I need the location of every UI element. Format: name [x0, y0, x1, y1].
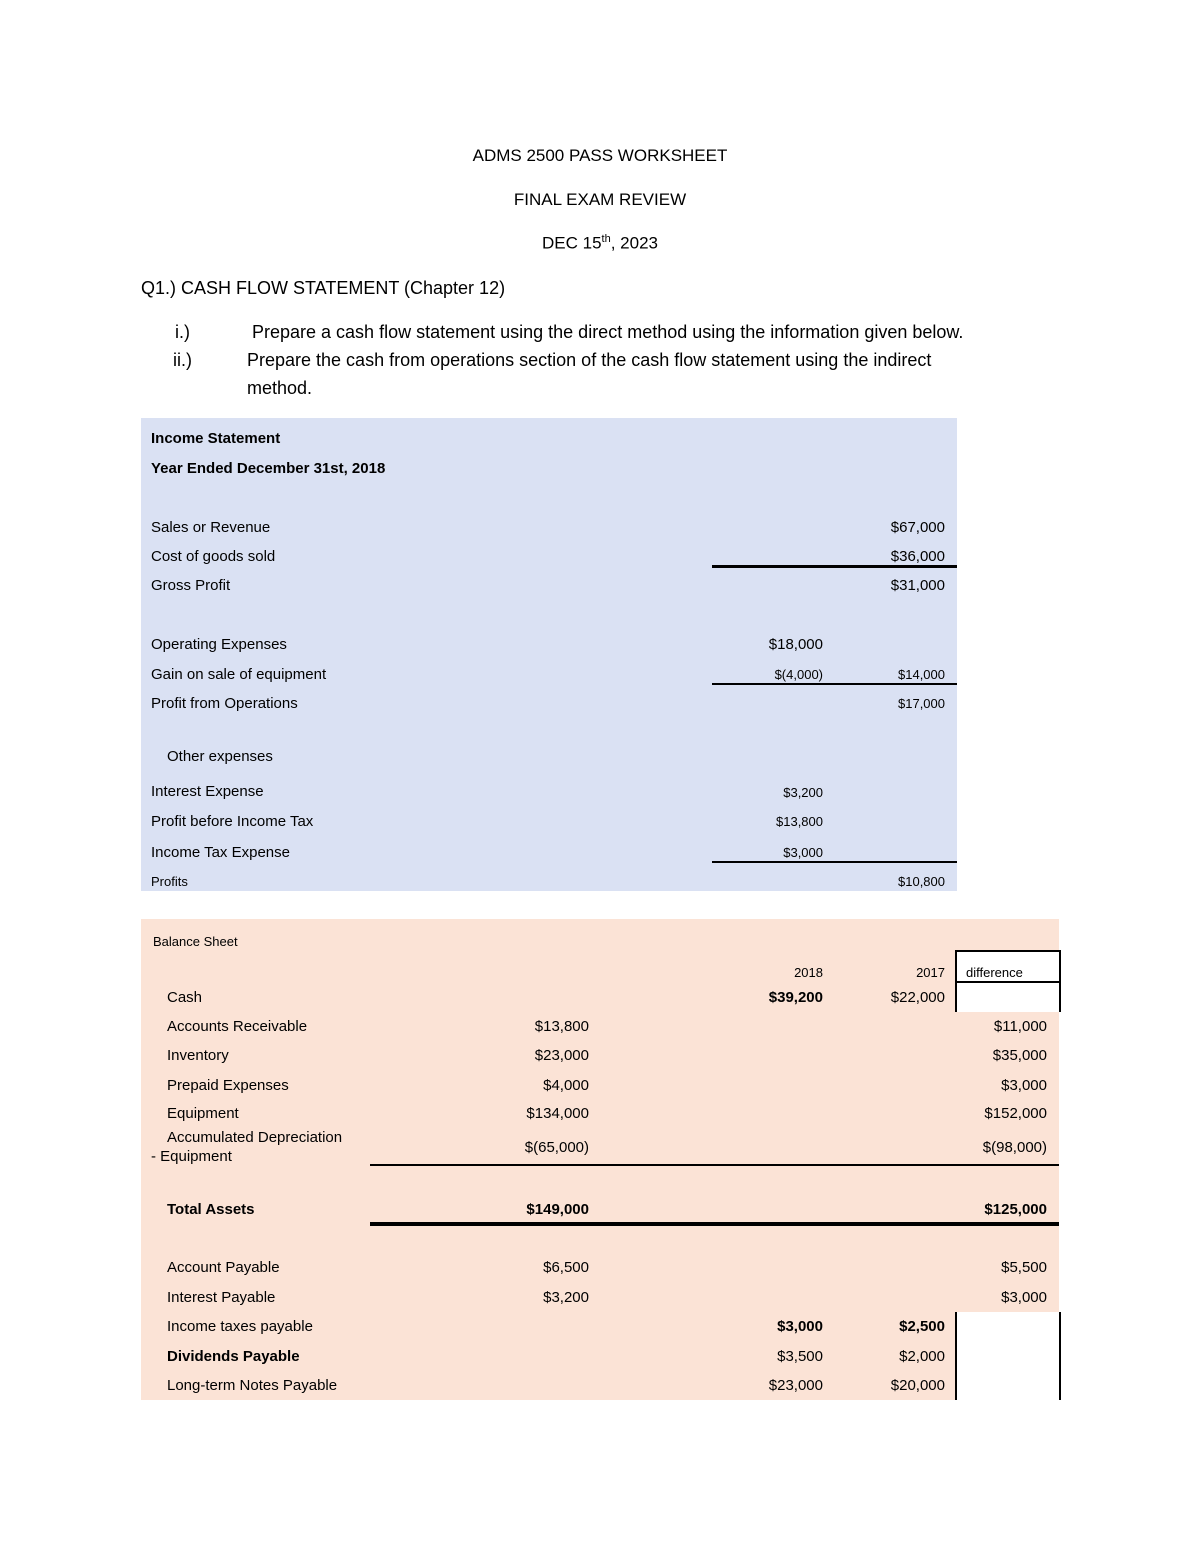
bs-row-value: $3,200 — [543, 1289, 589, 1306]
is-row-label: Gross Profit — [151, 577, 231, 594]
is-row-value: $10,800 — [898, 874, 945, 889]
bs-row-value: $11,000 — [993, 1018, 1047, 1035]
date-superscript: th — [601, 233, 611, 245]
column-header-difference: difference — [966, 965, 1023, 980]
item-number-2: ii.) — [173, 350, 192, 370]
bs-row-label: Account Payable — [167, 1259, 280, 1276]
bs-row-value: $5,500 — [1001, 1259, 1047, 1276]
is-row-label: Profit from Operations — [151, 695, 298, 712]
is-row-value: $18,000 — [768, 636, 823, 653]
is-row-label: Other expenses — [167, 748, 273, 765]
column-header-2017: 2017 — [916, 965, 945, 980]
is-row-label: Gain on sale of equipment — [151, 666, 327, 683]
rule-line — [955, 981, 1059, 983]
is-row-label: Cost of goods sold — [151, 548, 276, 565]
difference-entry-box — [955, 1312, 1061, 1400]
bs-row-value: $23,000 — [534, 1047, 589, 1064]
column-header-2018: 2018 — [794, 965, 823, 980]
bs-row-value: $(98,000) — [982, 1139, 1047, 1156]
is-row-value: $36,000 — [890, 548, 945, 565]
item-text-2-line2: method. — [247, 378, 313, 398]
item-text-2-line1: Prepare the cash from operations section of the cash flow statement using the indirect — [247, 350, 932, 370]
balance-sheet-title: Balance Sheet — [153, 934, 238, 949]
is-row-value: $13,800 — [776, 814, 823, 829]
bs-row-value: $3,000 — [1001, 1077, 1047, 1094]
bs-row-label: Cash — [167, 989, 203, 1006]
is-row-value: $3,200 — [783, 785, 823, 800]
bs-row-label: Income taxes payable — [167, 1318, 313, 1335]
rule-line — [712, 683, 957, 685]
is-row-label: Operating Expenses — [151, 636, 287, 653]
is-row-value: $17,000 — [898, 696, 945, 711]
bs-row-label: Total Assets — [167, 1201, 255, 1218]
bs-row-value: $2,500 — [899, 1318, 945, 1335]
bs-row-value: $134,000 — [526, 1105, 589, 1122]
bs-row-value: $(65,000) — [524, 1139, 589, 1156]
bs-row-label: Accounts Receivable — [167, 1018, 308, 1035]
is-row-label: Profit before Income Tax — [151, 813, 314, 830]
bs-row-value: $4,000 — [543, 1077, 589, 1094]
bs-row-value: $39,200 — [768, 989, 823, 1006]
bs-row-label: Equipment — [167, 1105, 239, 1122]
rule-line — [712, 861, 957, 863]
is-row-label: Interest Expense — [151, 783, 264, 800]
bs-row-label: Interest Payable — [167, 1289, 276, 1306]
bs-row-label: Accumulated Depreciation — [167, 1129, 343, 1146]
date-suffix: , 2023 — [610, 233, 658, 253]
double-rule-line — [370, 1222, 1059, 1226]
income-statement-period: Year Ended December 31st, 2018 — [151, 460, 386, 477]
bs-row-value: $125,000 — [984, 1201, 1047, 1218]
date-prefix: DEC 15 — [542, 233, 602, 253]
bs-row-label: Prepaid Expenses — [167, 1077, 289, 1094]
is-row-value: $14,000 — [898, 667, 945, 682]
item-number-1: i.) — [175, 322, 190, 342]
document-subtitle: FINAL EXAM REVIEW — [513, 190, 687, 209]
bs-row-value: $3,000 — [777, 1318, 823, 1335]
bs-row-value: $20,000 — [890, 1377, 945, 1394]
is-row-label: Income Tax Expense — [151, 844, 290, 861]
bs-row-value: $152,000 — [984, 1105, 1047, 1122]
rule-line — [370, 1164, 1059, 1166]
is-row-label: Profits — [151, 874, 188, 889]
is-row-label: Sales or Revenue — [151, 519, 271, 536]
bs-row-label-continued: - Equipment — [151, 1148, 232, 1165]
is-row-value: $31,000 — [890, 577, 945, 594]
bs-row-value: $3,000 — [1001, 1289, 1047, 1306]
bs-row-value: $23,000 — [768, 1377, 823, 1394]
is-row-value: $(4,000) — [774, 667, 823, 682]
bs-row-value: $2,000 — [899, 1348, 945, 1365]
question-heading: Q1.) CASH FLOW STATEMENT (Chapter 12) — [141, 278, 506, 298]
rule-line — [712, 565, 957, 568]
bs-row-value: $149,000 — [526, 1201, 589, 1218]
bs-row-value: $13,800 — [534, 1018, 589, 1035]
bs-row-label: Long-term Notes Payable — [167, 1377, 338, 1394]
bs-row-value: $35,000 — [992, 1047, 1047, 1064]
bs-row-label: Inventory — [167, 1047, 229, 1064]
bs-row-value: $6,500 — [543, 1259, 589, 1276]
document-title: ADMS 2500 PASS WORKSHEET — [472, 146, 728, 165]
bs-row-label: Dividends Payable — [167, 1348, 300, 1365]
is-row-value: $67,000 — [890, 519, 945, 536]
bs-row-value: $3,500 — [777, 1348, 823, 1365]
item-text-1: Prepare a cash flow statement using the direct method using the information given below. — [252, 322, 964, 342]
is-row-value: $3,000 — [783, 845, 823, 860]
income-statement-title: Income Statement — [151, 430, 281, 447]
document-date — [0, 233, 1200, 254]
bs-row-value: $22,000 — [890, 989, 945, 1006]
